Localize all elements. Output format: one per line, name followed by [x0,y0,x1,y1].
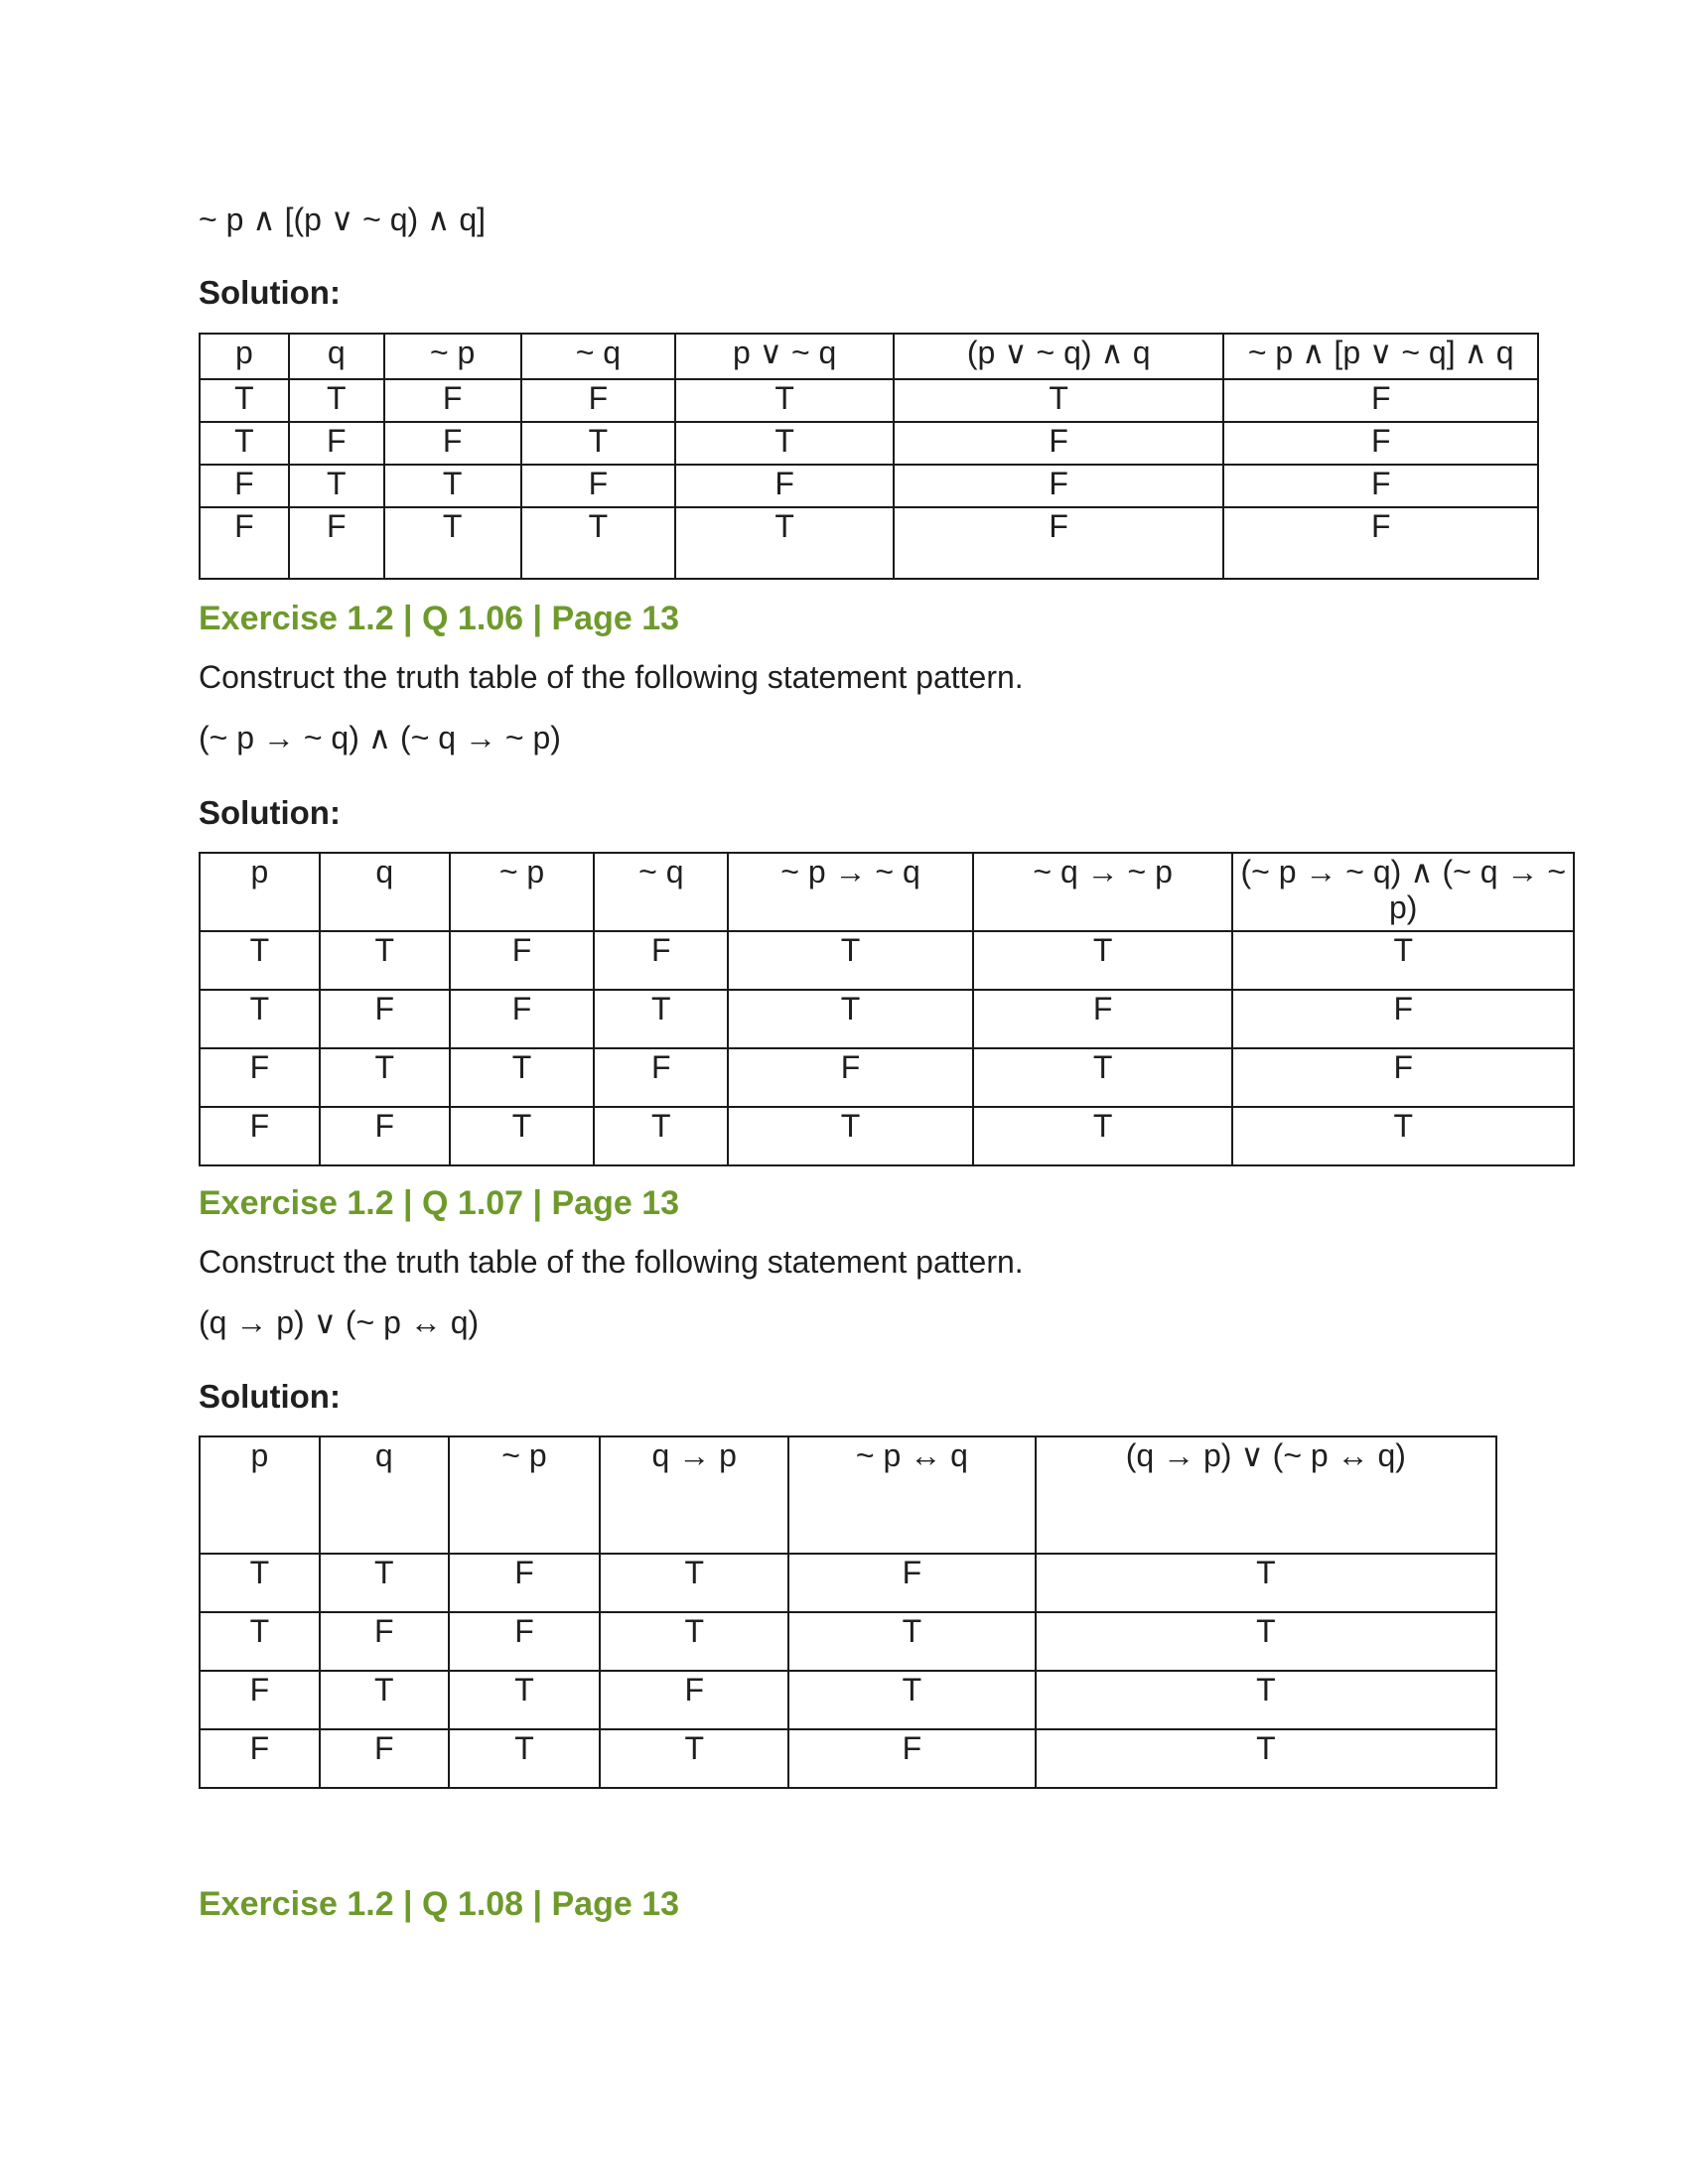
table-cell: F [594,931,728,990]
table-row [200,1612,1496,1671]
table-cell: T [600,1729,788,1788]
table-cell: T [1232,931,1574,990]
table-cell: F [450,931,595,990]
header-cell: p [200,334,289,379]
table-cell: F [320,990,450,1048]
table-cell: T [675,507,894,579]
header-cell: q [289,334,384,379]
table-row [200,931,1574,990]
table-row [200,1729,1496,1788]
table-cell: T [973,1107,1233,1165]
header-cell: q → p [600,1436,788,1554]
header-cell: ~ p → ~ q [728,853,973,931]
table-row [200,1554,1496,1612]
table-cell: F [788,1729,1036,1788]
table-cell: F [320,1612,449,1671]
table-cell: T [675,379,894,422]
table-cell: F [675,465,894,507]
table-cell: F [200,465,289,507]
solution-label-3: Solution: [199,1378,341,1415]
expression-q106: (~ p → ~ q) ∧ (~ q → ~ p) [199,720,561,755]
table-cell: T [450,1107,595,1165]
table-cell: T [973,931,1233,990]
table-cell: T [200,1554,320,1612]
table-row [200,1107,1574,1165]
header-cell: (p ∨ ~ q) ∧ q [894,334,1223,379]
truth-table-2 [199,852,1575,1166]
table-cell: F [894,507,1223,579]
table-cell: T [1036,1671,1496,1729]
instruction-q106: Construct the truth table of the following statement pattern. [199,659,1024,695]
table-header-row [200,334,1538,379]
table-cell: T [521,422,676,465]
header-cell: (~ p → ~ q) ∧ (~ q → ~ p) [1232,853,1574,931]
table-cell: T [200,931,320,990]
table-cell: T [788,1671,1036,1729]
table-cell: T [384,507,521,579]
table-cell: T [320,1048,450,1107]
table-cell: T [1036,1612,1496,1671]
header-cell: ~ p [384,334,521,379]
header-cell: p ∨ ~ q [675,334,894,379]
table-row [200,1671,1496,1729]
table-cell: F [1232,990,1574,1048]
table-cell: F [200,1048,320,1107]
solution-label-2: Solution: [199,794,341,831]
table-cell: T [728,931,973,990]
table-cell: F [200,1729,320,1788]
table-cell: T [1036,1729,1496,1788]
table-cell: T [594,990,728,1048]
table-cell: F [600,1671,788,1729]
table-cell: T [1036,1554,1496,1612]
table-cell: T [289,379,384,422]
table-row [200,507,1538,579]
table-cell: F [384,379,521,422]
exercise-heading-q106: Exercise 1.2 | Q 1.06 | Page 13 [199,600,680,637]
table-cell: T [320,1554,449,1612]
table-cell: T [600,1612,788,1671]
table-cell: F [384,422,521,465]
header-cell: ~ q [594,853,728,931]
table-cell: T [200,422,289,465]
table-cell: F [594,1048,728,1107]
table-cell: F [289,507,384,579]
table-cell: F [521,379,676,422]
table-cell: T [320,931,450,990]
truth-table-3 [199,1435,1497,1789]
header-cell: q [320,853,450,931]
header-cell: q [320,1436,449,1554]
table-row [200,379,1538,422]
table-cell: T [728,1107,973,1165]
solution-label-1: Solution: [199,274,341,311]
table-cell: F [200,1107,320,1165]
header-cell: p [200,853,320,931]
truth-table-1 [199,333,1539,580]
exercise-heading-q107: Exercise 1.2 | Q 1.07 | Page 13 [199,1184,680,1222]
table-cell: F [320,1107,450,1165]
table-cell: T [675,422,894,465]
table-row [200,1048,1574,1107]
table-row [200,422,1538,465]
exercise-heading-q108: Exercise 1.2 | Q 1.08 | Page 13 [199,1885,680,1923]
table-cell: T [320,1671,449,1729]
intro-expression: ~ p ∧ [(p ∨ ~ q) ∧ q] [199,202,487,237]
table-cell: F [450,990,595,1048]
table-cell: T [788,1612,1036,1671]
table-cell: T [600,1554,788,1612]
table-cell: T [594,1107,728,1165]
table-cell: T [894,379,1223,422]
table-cell: F [1223,507,1538,579]
table-cell: F [200,507,289,579]
header-cell: ~ p [450,853,595,931]
header-cell: ~ p ↔ q [788,1436,1036,1554]
table-cell: T [521,507,676,579]
table-cell: T [450,1048,595,1107]
header-cell: ~ q [521,334,676,379]
table-header-row [200,1436,1496,1554]
table-cell: T [449,1729,601,1788]
header-cell: ~ p [449,1436,601,1554]
table-cell: T [200,1612,320,1671]
table-cell: F [1223,422,1538,465]
table-cell: F [728,1048,973,1107]
header-cell: (q → p) ∨ (~ p ↔ q) [1036,1436,1496,1554]
instruction-q107: Construct the truth table of the following statement pattern. [199,1244,1024,1280]
table-cell: T [384,465,521,507]
table-cell: T [728,990,973,1048]
header-cell: ~ p ∧ [p ∨ ~ q] ∧ q [1223,334,1538,379]
table-cell: F [320,1729,449,1788]
table-cell: F [289,422,384,465]
table-cell: F [449,1612,601,1671]
expression-q107: (q → p) ∨ (~ p ↔ q) [199,1304,480,1340]
table-cell: F [521,465,676,507]
table-cell: F [788,1554,1036,1612]
table-cell: T [289,465,384,507]
table-cell: F [973,990,1233,1048]
table-row [200,990,1574,1048]
table-header-row [200,853,1574,931]
table-cell: F [894,465,1223,507]
table-cell: T [200,379,289,422]
table-cell: F [1223,465,1538,507]
table-cell: T [973,1048,1233,1107]
table-cell: F [1223,379,1538,422]
table-cell: T [1232,1107,1574,1165]
table-row [200,465,1538,507]
table-cell: F [894,422,1223,465]
header-cell: p [200,1436,320,1554]
table-cell: F [1232,1048,1574,1107]
header-cell: ~ q → ~ p [973,853,1233,931]
table-cell: T [449,1671,601,1729]
table-cell: F [200,1671,320,1729]
table-cell: T [200,990,320,1048]
table-cell: F [449,1554,601,1612]
